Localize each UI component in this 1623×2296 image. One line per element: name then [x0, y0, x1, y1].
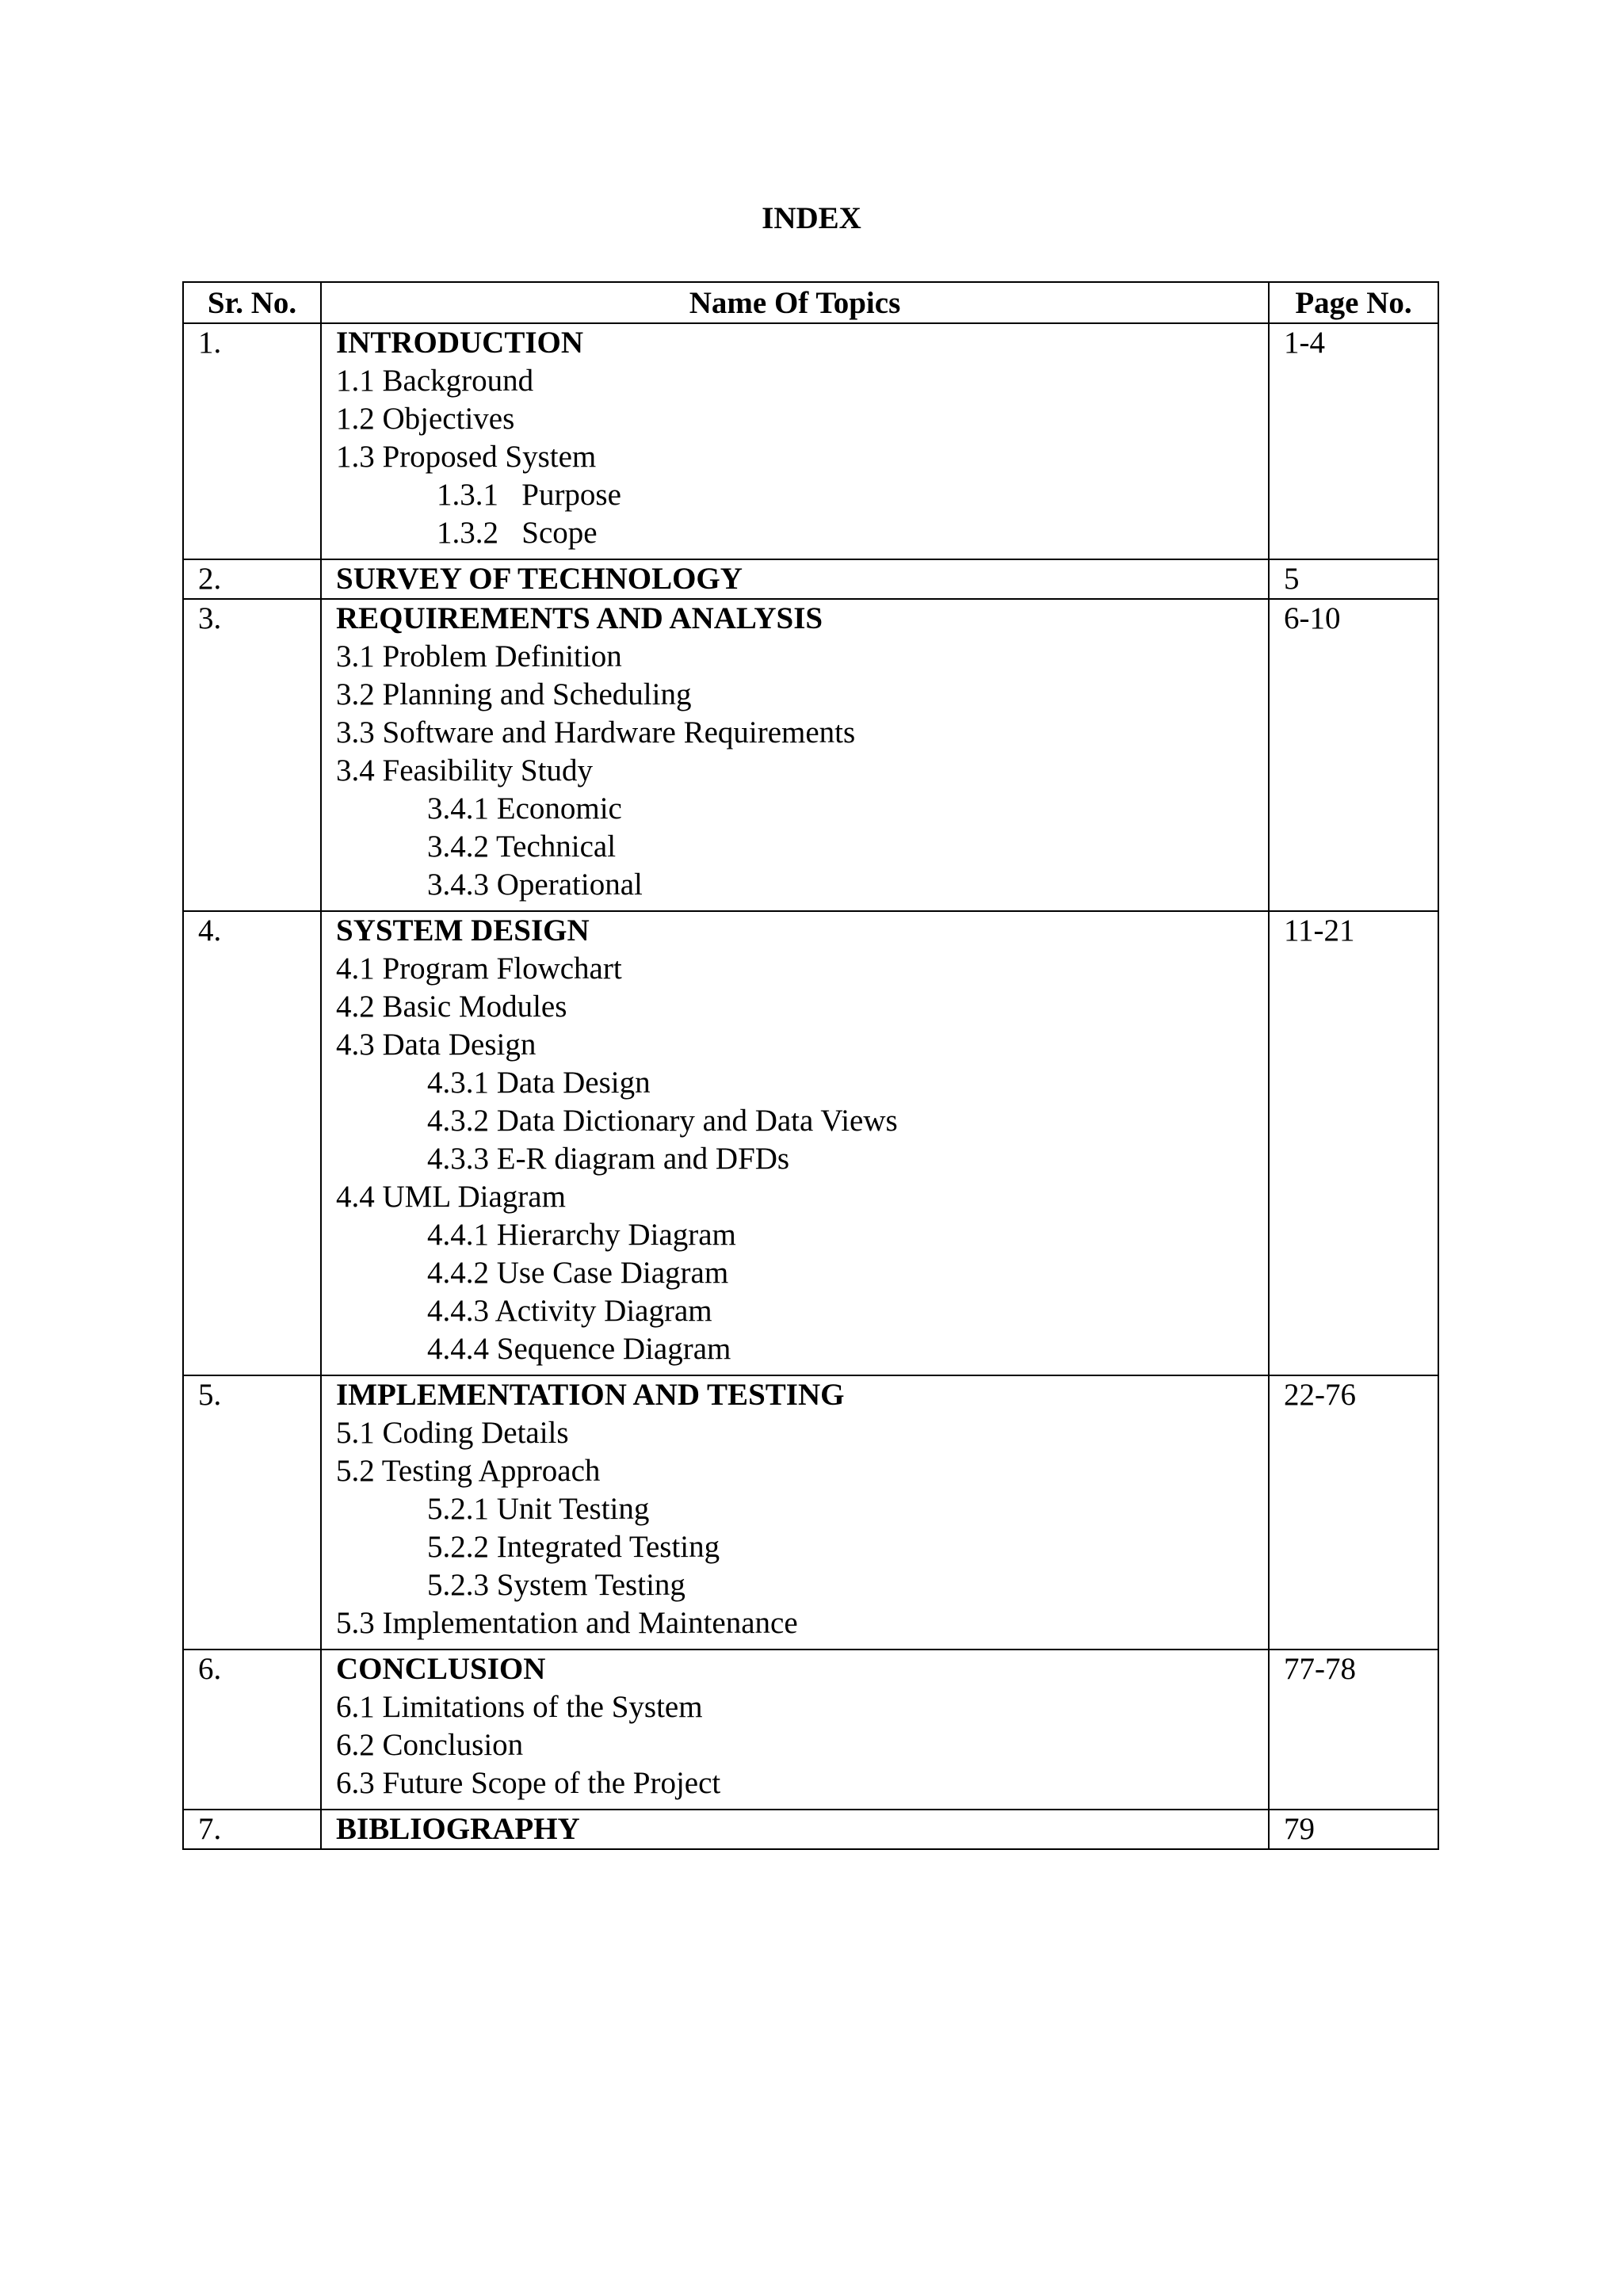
subsection-item: 1.3.1 Purpose	[437, 478, 621, 512]
sr-no-cell: 3.	[183, 599, 321, 911]
table-row	[183, 1810, 1438, 1849]
section-item: 3.2 Planning and Scheduling	[336, 677, 692, 711]
index-table	[182, 281, 1439, 1850]
page-no-cell: 6-10	[1269, 599, 1438, 911]
section-item: 4.3 Data Design	[336, 1028, 537, 1062]
subsection-item: 4.3.1 Data Design	[427, 1066, 651, 1100]
subsection-item: 5.2.1 Unit Testing	[427, 1492, 650, 1526]
section-item: 6.3 Future Scope of the Project	[336, 1766, 721, 1800]
page-no-cell: 11-21	[1269, 911, 1438, 1375]
subsection-item: 5.2.3 System Testing	[427, 1568, 685, 1602]
subsection-item: 4.4.3 Activity Diagram	[427, 1294, 712, 1328]
table-row	[183, 323, 1438, 559]
page-title: INDEX	[762, 201, 861, 235]
table-row	[183, 599, 1438, 911]
subsection-item: 5.2.2 Integrated Testing	[427, 1530, 720, 1564]
subsection-item: 4.4.4 Sequence Diagram	[427, 1332, 731, 1366]
sr-no-cell: 4.	[183, 911, 321, 1375]
section-item: 1.3 Proposed System	[336, 440, 597, 474]
subsection-item: 4.4.2 Use Case Diagram	[427, 1256, 729, 1290]
table-row	[183, 1650, 1438, 1810]
topic-cell	[321, 559, 1269, 599]
topic-cell	[321, 1650, 1269, 1810]
topic-cell	[321, 911, 1269, 1375]
subsection-item: 3.4.1 Economic	[427, 791, 622, 826]
chapter-heading: CONCLUSION	[336, 1652, 546, 1686]
subsection-item: 3.4.2 Technical	[427, 830, 617, 864]
table-header-row	[183, 282, 1438, 323]
chapter-heading: INTRODUCTION	[336, 326, 584, 360]
section-item: 5.2 Testing Approach	[336, 1454, 601, 1488]
page-no-cell: 79	[1269, 1810, 1438, 1849]
topic-cell	[321, 1810, 1269, 1849]
subsection-item: 4.4.1 Hierarchy Diagram	[427, 1218, 736, 1252]
section-item: 3.3 Software and Hardware Requirements	[336, 715, 856, 749]
topic-cell	[321, 1375, 1269, 1650]
header-page-no: Page No.	[1269, 282, 1438, 323]
chapter-heading: BIBLIOGRAPHY	[336, 1812, 580, 1846]
page-no-cell: 22-76	[1269, 1375, 1438, 1650]
chapter-heading: IMPLEMENTATION AND TESTING	[336, 1378, 845, 1412]
page-no-cell: 5	[1269, 559, 1438, 599]
section-item: 4.1 Program Flowchart	[336, 952, 622, 986]
sr-no-cell: 7.	[183, 1810, 321, 1849]
section-item: 5.1 Coding Details	[336, 1416, 569, 1450]
section-item: 4.2 Basic Modules	[336, 990, 567, 1024]
subsection-item: 4.3.2 Data Dictionary and Data Views	[427, 1104, 898, 1138]
section-item: 1.1 Background	[336, 364, 534, 398]
section-item: 1.2 Objectives	[336, 402, 515, 436]
subsection-item: 1.3.2 Scope	[437, 516, 598, 550]
sr-no-cell: 6.	[183, 1650, 321, 1810]
section-item: 3.1 Problem Definition	[336, 639, 622, 673]
topic-cell	[321, 599, 1269, 911]
section-item: 6.1 Limitations of the System	[336, 1690, 703, 1724]
section-item: 5.3 Implementation and Maintenance	[336, 1606, 798, 1640]
section-item: 4.4 UML Diagram	[336, 1180, 566, 1214]
header-name-of-topics: Name Of Topics	[321, 282, 1269, 323]
section-item: 6.2 Conclusion	[336, 1728, 524, 1762]
chapter-heading: REQUIREMENTS AND ANALYSIS	[336, 601, 823, 635]
subsection-item: 4.3.3 E-R diagram and DFDs	[427, 1142, 790, 1176]
table-row	[183, 911, 1438, 1375]
table-row	[183, 1375, 1438, 1650]
subsection-item: 3.4.3 Operational	[427, 868, 643, 902]
section-item: 3.4 Feasibility Study	[336, 753, 593, 788]
sr-no-cell: 5.	[183, 1375, 321, 1650]
chapter-heading: SYSTEM DESIGN	[336, 913, 590, 948]
table-row	[183, 559, 1438, 599]
chapter-heading: SURVEY OF TECHNOLOGY	[336, 562, 743, 596]
sr-no-cell: 2.	[183, 559, 321, 599]
sr-no-cell: 1.	[183, 323, 321, 559]
page-no-cell: 77-78	[1269, 1650, 1438, 1810]
page-no-cell: 1-4	[1269, 323, 1438, 559]
table-body	[183, 323, 1438, 1849]
header-sr-no: Sr. No.	[183, 282, 321, 323]
topic-cell	[321, 323, 1269, 559]
